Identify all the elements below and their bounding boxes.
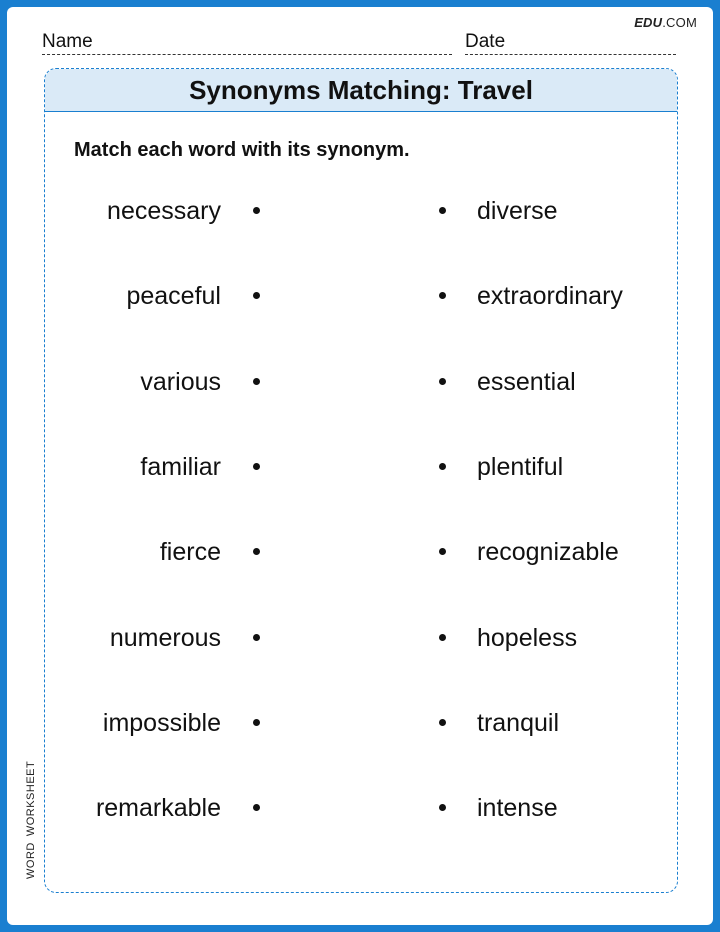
right-word: diverse (477, 197, 558, 225)
pair-row (45, 618, 678, 658)
worksheet-page (7, 7, 713, 925)
name-field[interactable] (42, 54, 452, 55)
left-word: familiar (140, 452, 221, 481)
left-match-dot[interactable] (253, 378, 260, 385)
date-label: Date (465, 31, 506, 52)
brand-logo: EDU.COM (634, 15, 697, 30)
left-match-dot[interactable] (253, 634, 260, 641)
left-word: remarkable (95, 794, 221, 823)
left-match-dot[interactable] (253, 548, 260, 555)
panel-header (45, 69, 677, 112)
left-word: numerous (109, 623, 221, 652)
right-word: essential (477, 367, 576, 396)
left-match-dot[interactable] (253, 719, 260, 726)
right-match-dot[interactable] (439, 463, 446, 470)
pair-row (45, 703, 678, 743)
side-label: WORDWORKSHEET (25, 760, 37, 879)
right-match-dot[interactable] (439, 378, 446, 385)
left-match-dot[interactable] (253, 804, 260, 811)
left-word: various (140, 367, 221, 396)
left-word: necessary (107, 197, 221, 225)
pair-row (45, 447, 678, 487)
right-word: tranquil (477, 708, 559, 737)
pair-row (45, 276, 678, 316)
right-word: extraordinary (477, 282, 623, 311)
left-match-dot[interactable] (253, 463, 260, 470)
right-match-dot[interactable] (439, 207, 446, 214)
left-word: impossible (102, 708, 221, 737)
right-word: plentiful (477, 452, 564, 481)
right-word: intense (477, 794, 558, 823)
pair-row (45, 362, 678, 402)
left-word: fierce (159, 538, 221, 567)
left-match-dot[interactable] (253, 292, 260, 299)
right-word: recognizable (477, 538, 619, 567)
worksheet-title: Synonyms Matching: Travel (189, 74, 533, 105)
right-match-dot[interactable] (439, 804, 446, 811)
right-match-dot[interactable] (439, 548, 446, 555)
name-label: Name (42, 31, 93, 52)
pair-row (45, 788, 678, 828)
pair-row (45, 532, 678, 572)
left-match-dot[interactable] (253, 207, 260, 214)
matching-panel (44, 68, 678, 893)
right-match-dot[interactable] (439, 292, 446, 299)
right-word: hopeless (477, 623, 578, 652)
date-field[interactable] (465, 54, 676, 55)
name-date-row (42, 31, 676, 55)
right-match-dot[interactable] (439, 719, 446, 726)
left-word: peaceful (126, 282, 221, 311)
right-match-dot[interactable] (439, 634, 446, 641)
instructions: Match each word with its synonym. (74, 139, 410, 161)
pair-row (45, 191, 678, 231)
